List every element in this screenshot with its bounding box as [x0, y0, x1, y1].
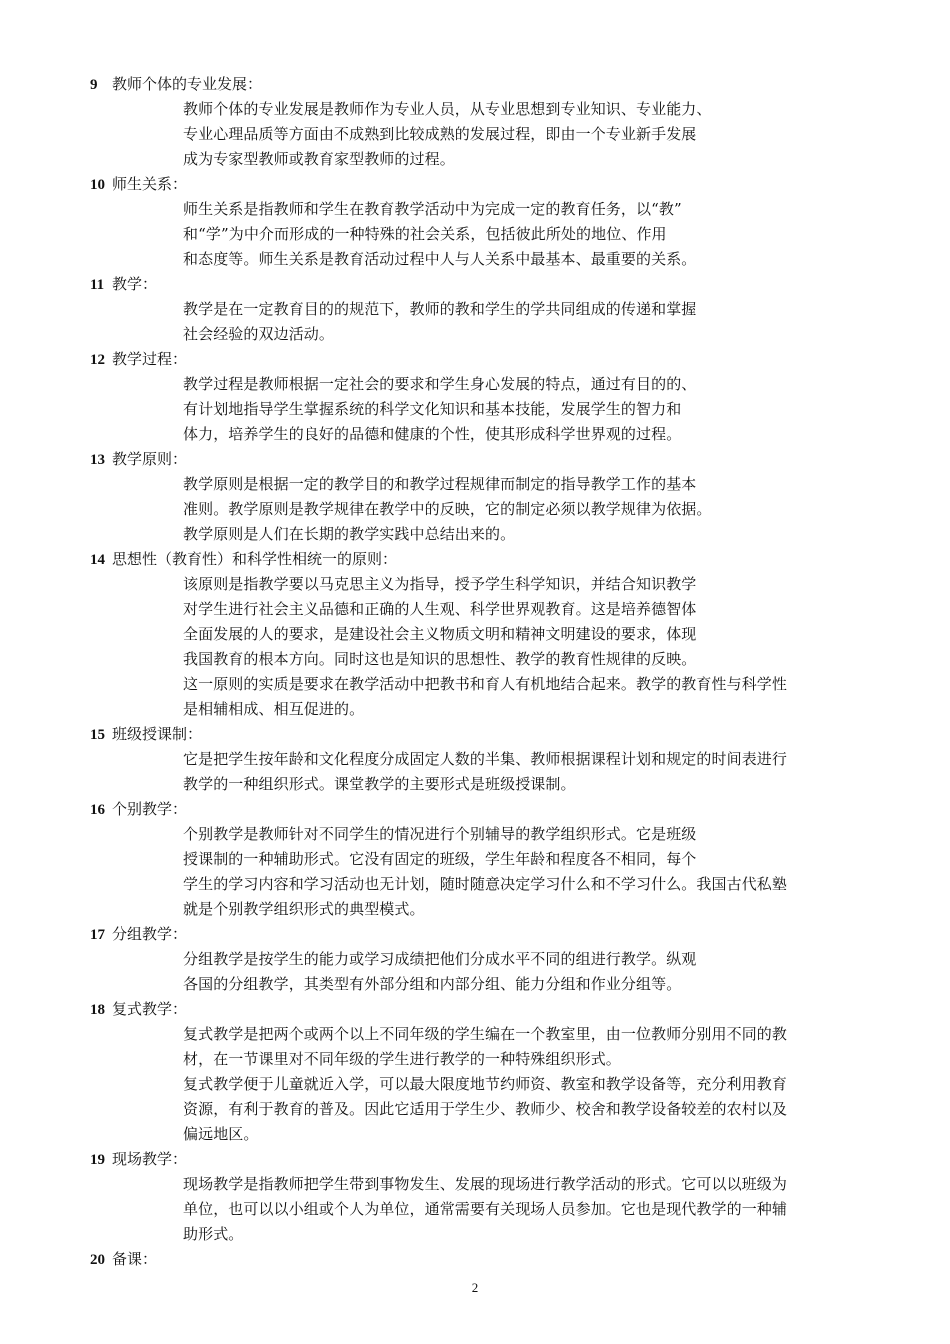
entry-term: 班级授课制：: [112, 725, 203, 743]
entry-heading: [90, 722, 870, 747]
entry-definition-line: 体力，培养学生的良好的品德和健康的个性，使其形成科学世界观的过程。: [183, 425, 682, 443]
entry-definition-line: 社会经验的双边活动。: [183, 325, 335, 343]
entry-definition-line: 教学原则是人们在长期的教学实践中总结出来的。: [183, 525, 516, 543]
entry-definition-line: 教学原则是根据一定的教学目的和教学过程规律而制定的指导教学工作的基本: [183, 475, 697, 493]
entry-heading: [90, 1247, 870, 1272]
entry-definition-line: 教师个体的专业发展是教师作为专业人员，从专业思想到专业知识、专业能力、: [183, 100, 712, 118]
entry-heading: [90, 272, 870, 297]
glossary-entry: [90, 272, 870, 347]
entry-number: 15: [90, 727, 105, 743]
glossary-entry: [90, 72, 870, 172]
entry-term: 备课：: [112, 1250, 158, 1268]
entry-definition-line: 复式教学便于儿童就近入学，可以最大限度地节约师资、教室和教学设备等，充分利用教育: [183, 1075, 788, 1093]
entry-definition-line: 复式教学是把两个或两个以上不同年级的学生编在一个教室里，由一位教师分别用不同的教: [183, 1025, 788, 1043]
entry-term: 分组教学：: [112, 925, 188, 943]
entry-term: 教学：: [112, 275, 158, 293]
entry-definition-line: 专业心理品质等方面由不成熟到比较成熟的发展过程，即由一个专业新手发展: [183, 125, 697, 143]
entry-heading: [90, 1147, 870, 1172]
entry-number: 19: [90, 1152, 105, 1168]
entry-definition-line: 各国的分组教学，其类型有外部分组和内部分组、能力分组和作业分组等。: [183, 975, 682, 993]
glossary-entry: [90, 447, 870, 547]
entry-number: 13: [90, 452, 105, 468]
entry-heading: [90, 72, 870, 97]
entry-definition-line: 准则。教学原则是教学规律在教学中的反映，它的制定必须以教学规律为依据。: [183, 500, 712, 518]
entry-definition-line: 教学的一种组织形式。课堂教学的主要形式是班级授课制。: [183, 775, 576, 793]
entry-number: 14: [90, 552, 105, 568]
entry-number: 12: [90, 352, 105, 368]
entry-term: 师生关系：: [112, 175, 188, 193]
entry-term: 个别教学：: [112, 800, 188, 818]
entry-term: 教学过程：: [112, 350, 188, 368]
entry-definition-line: 教学是在一定教育目的的规范下，教师的教和学生的学共同组成的传递和掌握: [183, 300, 697, 318]
entry-term: 思想性（教育性）和科学性相统一的原则：: [112, 550, 398, 568]
entry-term: 复式教学：: [112, 1000, 188, 1018]
entry-definition-line: 偏远地区。: [183, 1125, 259, 1143]
glossary-entry: [90, 997, 870, 1147]
glossary-entry: [90, 722, 870, 797]
entry-definition-line: 资源，有利于教育的普及。因此它适用于学生少、教师少、校舍和教学设备较差的农村以及: [183, 1100, 788, 1118]
page-number: 2: [471, 1280, 479, 1295]
entry-heading: [90, 447, 870, 472]
entry-definition-line: 成为专家型教师或教育家型教师的过程。: [183, 150, 455, 168]
entry-definition-line: 授课制的一种辅助形式。它没有固定的班级，学生年龄和程度各不相同，每个: [183, 850, 697, 868]
entry-definition-line: 学生的学习内容和学习活动也无计划，随时随意决定学习什么和不学习什么。我国古代私塾: [183, 875, 788, 893]
glossary-entry: [90, 797, 870, 922]
entry-definition-line: 和“学”为中介而形成的一种特殊的社会关系，包括彼此所处的地位、作用: [183, 225, 667, 243]
glossary-entry: [90, 547, 870, 722]
entry-definition-line: 师生关系是指教师和学生在教育教学活动中为完成一定的教育任务，以“教”: [183, 200, 682, 218]
entry-heading: [90, 922, 870, 947]
entry-definition-line: 我国教育的根本方向。同时这也是知识的思想性、教学的教育性规律的反映。: [183, 650, 697, 668]
entry-heading: [90, 997, 870, 1022]
entry-number: 9: [90, 77, 98, 93]
entry-term: 教学原则：: [112, 450, 188, 468]
entry-definition-line: 个别教学是教师针对不同学生的情况进行个别辅导的教学组织形式。它是班级: [183, 825, 697, 843]
glossary-entries: [90, 72, 870, 1272]
entry-definition-line: 全面发展的人的要求，是建设社会主义物质文明和精神文明建设的要求，体现: [183, 625, 697, 643]
entry-heading: [90, 172, 870, 197]
entry-term: 教师个体的专业发展：: [112, 75, 263, 93]
entry-definition-line: 是相辅相成、相互促进的。: [183, 700, 365, 718]
entry-definition-line: 这一原则的实质是要求在教学活动中把教书和育人有机地结合起来。教学的教育性与科学性: [183, 675, 788, 693]
glossary-entry: [90, 172, 870, 272]
entry-definition-line: 就是个别教学组织形式的典型模式。: [183, 900, 425, 918]
entry-definition-line: 助形式。: [183, 1225, 244, 1243]
entry-definition-line: 和态度等。师生关系是教育活动过程中人与人关系中最基本、最重要的关系。: [183, 250, 697, 268]
entry-term: 现场教学：: [112, 1150, 188, 1168]
entry-definition-line: 它是把学生按年龄和文化程度分成固定人数的半集、教师根据课程计划和规定的时间表进行: [183, 750, 788, 768]
entry-heading: [90, 347, 870, 372]
entry-heading: [90, 797, 870, 822]
entry-number: 17: [90, 927, 105, 943]
glossary-entry: [90, 347, 870, 447]
glossary-entry: [90, 1147, 870, 1247]
entry-definition-line: 现场教学是指教师把学生带到事物发生、发展的现场进行教学活动的形式。它可以以班级为: [183, 1175, 788, 1193]
glossary-entry: [90, 922, 870, 997]
entry-definition-line: 有计划地指导学生掌握系统的科学文化知识和基本技能，发展学生的智力和: [183, 400, 682, 418]
entry-heading: [90, 547, 870, 572]
entry-definition-line: 材，在一节课里对不同年级的学生进行教学的一种特殊组织形式。: [183, 1050, 621, 1068]
entry-definition-line: 对学生进行社会主义品德和正确的人生观、科学世界观教育。这是培养德智体: [183, 600, 697, 618]
entry-number: 18: [90, 1002, 105, 1018]
entry-number: 11: [90, 277, 105, 293]
entry-definition-line: 教学过程是教师根据一定社会的要求和学生身心发展的特点，通过有目的的、: [183, 375, 697, 393]
entry-definition-line: 分组教学是按学生的能力或学习成绩把他们分成水平不同的组进行教学。纵观: [183, 950, 697, 968]
entry-definition-line: 单位，也可以以小组或个人为单位，通常需要有关现场人员参加。它也是现代教学的一种辅: [183, 1200, 788, 1218]
entry-number: 20: [90, 1252, 105, 1268]
glossary-entry: [90, 1247, 870, 1272]
entry-definition-line: 该原则是指教学要以马克思主义为指导，授予学生科学知识，并结合知识教学: [183, 575, 697, 593]
entry-number: 10: [90, 177, 105, 193]
entry-number: 16: [90, 802, 105, 818]
